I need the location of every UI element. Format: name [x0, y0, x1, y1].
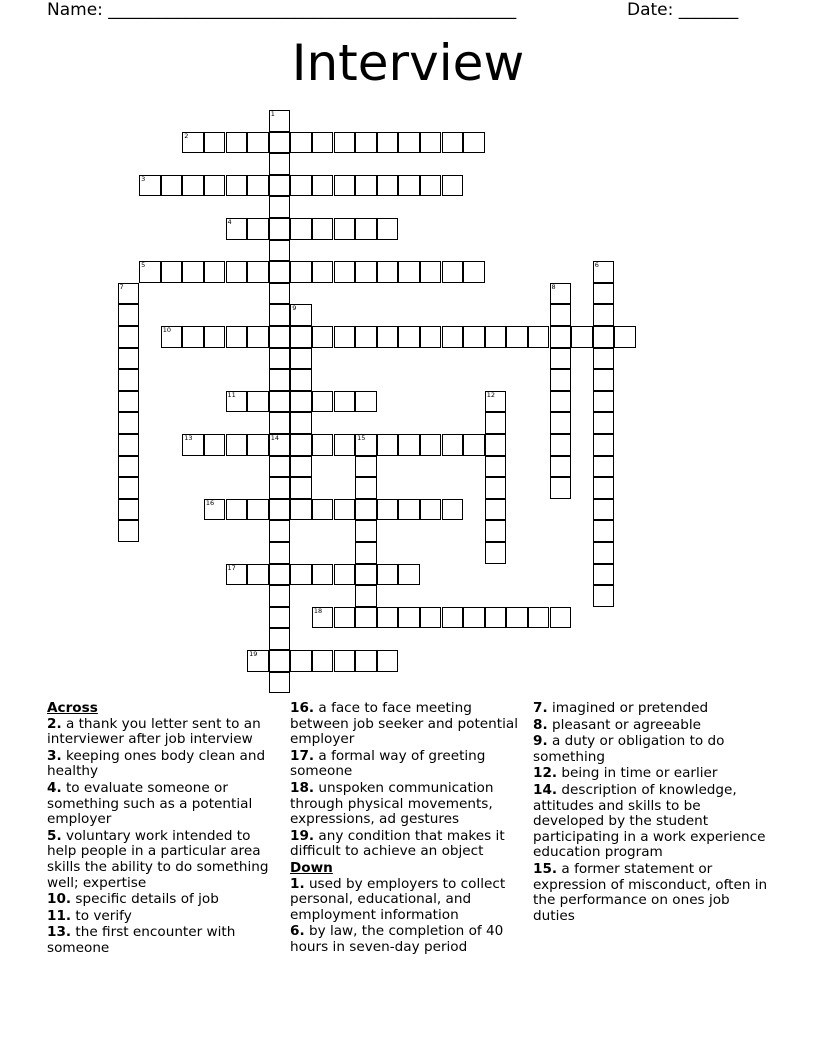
crossword-cell[interactable] — [398, 564, 420, 586]
crossword-cell[interactable] — [355, 542, 377, 564]
crossword-cell[interactable] — [204, 434, 226, 456]
clue-number: 19 — [249, 650, 258, 658]
crossword-cell[interactable] — [269, 564, 291, 586]
crossword-cell[interactable] — [593, 542, 615, 564]
clue-number: 5 — [141, 261, 146, 270]
crossword-cell[interactable] — [269, 240, 291, 262]
clue-text: a formal way of greeting someone — [290, 747, 486, 780]
clue-text: a face to face meeting between job seeker and potential employer — [290, 700, 518, 748]
clue-number: 1 — [270, 110, 275, 118]
across-heading: Across — [47, 700, 98, 716]
crossword-cell[interactable] — [355, 477, 377, 499]
clue-number: 13 — [184, 434, 193, 442]
crossword-cell[interactable] — [377, 434, 399, 456]
crossword-cell[interactable] — [118, 369, 140, 391]
across-clue — [47, 829, 273, 891]
clues-column-3 — [533, 701, 773, 925]
crossword-cell[interactable] — [593, 304, 615, 326]
crossword-cell[interactable] — [118, 283, 140, 305]
crossword-cell[interactable] — [334, 499, 356, 521]
crossword-cell[interactable] — [269, 218, 291, 240]
clue-number: 6 — [594, 261, 599, 270]
crossword-cell[interactable] — [312, 391, 334, 413]
clues-column-1 — [47, 701, 273, 958]
crossword-cell[interactable] — [269, 391, 291, 413]
crossword-cell[interactable] — [290, 132, 312, 154]
clue-num: 9. — [533, 733, 548, 750]
clue-num: 15. — [533, 860, 558, 877]
crossword-cell[interactable] — [355, 326, 377, 348]
crossword-cell[interactable] — [550, 304, 572, 326]
crossword-cell[interactable] — [420, 607, 442, 629]
crossword-cell[interactable] — [420, 261, 442, 283]
crossword-cell[interactable] — [550, 348, 572, 370]
crossword-cell[interactable] — [118, 304, 140, 326]
crossword-cell[interactable] — [269, 283, 291, 305]
crossword-cell[interactable] — [334, 132, 356, 154]
crossword-cell[interactable] — [118, 326, 140, 348]
crossword-cell[interactable] — [334, 218, 356, 240]
across-clue — [47, 749, 273, 780]
across-clue — [47, 909, 273, 925]
crossword-cell[interactable] — [355, 434, 377, 456]
crossword-cell[interactable] — [247, 261, 269, 283]
crossword-cell[interactable] — [593, 326, 615, 348]
crossword-cell[interactable] — [290, 564, 312, 586]
clue-num: 12. — [533, 765, 558, 782]
clue-text: keeping ones body clean and healthy — [47, 747, 266, 780]
crossword-cell[interactable] — [269, 175, 291, 197]
clue-number: 16 — [205, 498, 215, 507]
crossword-cell[interactable] — [377, 326, 399, 348]
crossword-cell[interactable] — [269, 110, 291, 132]
down-clue — [533, 718, 773, 734]
crossword-cell[interactable] — [593, 456, 615, 478]
clue-number: 4 — [227, 218, 232, 226]
clue-num: 16. — [290, 700, 315, 716]
clue-text: specific details of job — [71, 891, 219, 908]
crossword-cell[interactable] — [312, 607, 334, 629]
crossword-cell[interactable] — [485, 326, 507, 348]
down-clue — [290, 924, 522, 955]
crossword-cell[interactable] — [398, 175, 420, 197]
crossword-cell[interactable] — [118, 434, 140, 456]
crossword-cell[interactable] — [161, 261, 183, 283]
crossword-cell[interactable] — [312, 326, 334, 348]
crossword-cell[interactable] — [593, 434, 615, 456]
crossword-cell[interactable] — [398, 132, 420, 154]
clue-number: 3 — [141, 174, 146, 183]
crossword-cell[interactable] — [226, 434, 248, 456]
crossword-cell[interactable] — [247, 326, 269, 348]
crossword-cell[interactable] — [377, 261, 399, 283]
crossword-cell[interactable] — [269, 672, 291, 694]
crossword-cell[interactable] — [204, 499, 226, 521]
crossword-cell[interactable] — [226, 132, 248, 154]
crossword-cell[interactable] — [550, 477, 572, 499]
crossword-cell[interactable] — [334, 564, 356, 586]
crossword-cell[interactable] — [442, 132, 464, 154]
clue-text: the first encounter with someone — [47, 924, 236, 956]
crossword-cell[interactable] — [593, 283, 615, 305]
crossword-cell[interactable] — [118, 520, 140, 542]
crossword-cell[interactable] — [226, 564, 248, 586]
crossword-cell[interactable] — [528, 326, 550, 348]
crossword-cell[interactable] — [485, 477, 507, 499]
crossword-cell[interactable] — [506, 326, 528, 348]
crossword-cell[interactable] — [226, 261, 248, 283]
clue-number: 17 — [227, 563, 236, 572]
down-clue — [533, 734, 773, 765]
clue-number: 8 — [551, 282, 556, 291]
clue-num: 2. — [47, 715, 62, 732]
crossword-cell[interactable] — [442, 434, 464, 456]
crossword-cell[interactable] — [355, 585, 377, 607]
crossword-cell[interactable] — [463, 326, 485, 348]
crossword-cell[interactable] — [355, 391, 377, 413]
crossword-cell[interactable] — [420, 434, 442, 456]
crossword-cell[interactable] — [139, 175, 161, 197]
crossword-cell[interactable] — [290, 348, 312, 370]
crossword-cell[interactable] — [139, 261, 161, 283]
crossword-cell[interactable] — [334, 326, 356, 348]
crossword-cell[interactable] — [118, 456, 140, 478]
clue-number: 18 — [313, 606, 323, 615]
clue-num: 18. — [290, 779, 315, 796]
crossword-cell[interactable] — [398, 261, 420, 283]
crossword-cell[interactable] — [247, 391, 269, 413]
crossword-cell[interactable] — [182, 434, 204, 456]
clue-num: 11. — [47, 907, 72, 924]
crossword-cell[interactable] — [377, 499, 399, 521]
crossword-cell[interactable] — [420, 132, 442, 154]
across-clue — [290, 701, 522, 748]
crossword-cell[interactable] — [463, 132, 485, 154]
crossword-cell[interactable] — [355, 520, 377, 542]
date-field-label: Date: _______ — [627, 0, 739, 20]
crossword-cell[interactable] — [118, 477, 140, 499]
crossword-cell[interactable] — [204, 175, 226, 197]
clue-num: 1. — [290, 875, 305, 892]
crossword-cell[interactable] — [614, 326, 636, 348]
across-clue — [47, 892, 273, 908]
crossword-cell[interactable] — [355, 499, 377, 521]
clue-text: to verify — [71, 907, 132, 924]
crossword-cell[interactable] — [247, 564, 269, 586]
crossword-cell[interactable] — [593, 477, 615, 499]
crossword-cell[interactable] — [247, 499, 269, 521]
name-field-label: Name: ________________________________________________ — [47, 0, 517, 20]
crossword-cell[interactable] — [312, 650, 334, 672]
crossword-cell[interactable] — [269, 456, 291, 478]
clue-num: 17. — [290, 747, 315, 764]
crossword-cell[interactable] — [528, 607, 550, 629]
crossword-cell[interactable] — [290, 391, 312, 413]
crossword-cell[interactable] — [312, 132, 334, 154]
clue-number: 10 — [162, 326, 171, 334]
across-clue — [47, 925, 273, 956]
clue-num: 8. — [533, 716, 548, 733]
crossword-cell[interactable] — [550, 434, 572, 456]
crossword-cell[interactable] — [550, 391, 572, 413]
crossword-cell[interactable] — [485, 412, 507, 434]
crossword-cell[interactable] — [334, 607, 356, 629]
crossword-cell[interactable] — [593, 585, 615, 607]
crossword-cell[interactable] — [290, 175, 312, 197]
crossword-cell[interactable] — [550, 412, 572, 434]
clue-num: 5. — [47, 827, 62, 844]
crossword-cell[interactable] — [485, 607, 507, 629]
crossword-cell[interactable] — [355, 218, 377, 240]
clue-num: 6. — [290, 923, 305, 940]
clue-number: 12 — [486, 390, 495, 399]
crossword-cell[interactable] — [593, 261, 615, 283]
crossword-cell[interactable] — [571, 326, 593, 348]
crossword-cell[interactable] — [269, 326, 291, 348]
crossword-cell[interactable] — [593, 412, 615, 434]
clue-text: used by employers to collect personal, educational, and employment information — [290, 875, 506, 923]
clue-number: 9 — [292, 304, 297, 313]
crossword-cell[interactable] — [269, 132, 291, 154]
crossword-cell[interactable] — [485, 542, 507, 564]
crossword-cell[interactable] — [269, 196, 291, 218]
crossword-cell[interactable] — [355, 132, 377, 154]
crossword-cell[interactable] — [269, 153, 291, 175]
crossword-cell[interactable] — [118, 348, 140, 370]
crossword-cell[interactable] — [247, 434, 269, 456]
crossword-cell[interactable] — [420, 499, 442, 521]
clue-text: a duty or obligation to do something — [533, 733, 725, 765]
crossword-cell[interactable] — [398, 326, 420, 348]
crossword-cell[interactable] — [550, 326, 572, 348]
clue-number: 14 — [270, 434, 279, 442]
clue-num: 10. — [47, 891, 72, 908]
crossword-cell[interactable] — [290, 477, 312, 499]
clue-text: any condition that makes it difficult to achieve an object — [290, 827, 505, 860]
down-clue-list-1 — [290, 877, 522, 956]
crossword-cell[interactable] — [312, 564, 334, 586]
crossword-cell[interactable] — [398, 499, 420, 521]
crossword-cell[interactable] — [334, 175, 356, 197]
across-clue-list-2 — [290, 701, 522, 860]
clues-column-2 — [290, 701, 522, 957]
crossword-cell[interactable] — [377, 650, 399, 672]
clue-text: to evaluate someone or something such as a potential employer — [47, 779, 253, 828]
crossword-cell[interactable] — [463, 607, 485, 629]
crossword-cell[interactable] — [204, 132, 226, 154]
crossword-cell[interactable] — [247, 650, 269, 672]
across-clue — [47, 717, 273, 748]
crossword-cell[interactable] — [442, 326, 464, 348]
crossword-cell[interactable] — [442, 261, 464, 283]
clue-num: 13. — [47, 924, 72, 941]
crossword-cell[interactable] — [334, 434, 356, 456]
crossword-cell[interactable] — [463, 434, 485, 456]
crossword-cell[interactable] — [312, 434, 334, 456]
across-clue — [47, 781, 273, 828]
clue-num: 3. — [47, 747, 62, 764]
crossword-cell[interactable] — [312, 175, 334, 197]
crossword-cell[interactable] — [442, 499, 464, 521]
crossword-cell[interactable] — [269, 434, 291, 456]
crossword-cell[interactable] — [269, 261, 291, 283]
crossword-cell[interactable] — [377, 132, 399, 154]
crossword-cell[interactable] — [355, 650, 377, 672]
down-clue — [533, 862, 773, 924]
crossword-cell[interactable] — [161, 175, 183, 197]
crossword-cell[interactable] — [204, 326, 226, 348]
clue-number: 2 — [184, 131, 189, 140]
clue-num: 19. — [290, 827, 315, 844]
crossword-cell[interactable] — [398, 434, 420, 456]
crossword-cell[interactable] — [485, 499, 507, 521]
clue-number: 7 — [119, 282, 124, 291]
crossword-cell[interactable] — [593, 348, 615, 370]
crossword-cell[interactable] — [485, 391, 507, 413]
crossword-cell[interactable] — [334, 650, 356, 672]
crossword-cell[interactable] — [269, 650, 291, 672]
crossword-cell[interactable] — [226, 391, 248, 413]
crossword-cell[interactable] — [550, 456, 572, 478]
clue-num: 7. — [533, 700, 548, 716]
across-clue — [290, 749, 522, 780]
down-clue — [533, 783, 773, 861]
crossword-cell[interactable] — [226, 218, 248, 240]
crossword-cell[interactable] — [290, 434, 312, 456]
crossword-cell[interactable] — [463, 261, 485, 283]
crossword-cell[interactable] — [442, 175, 464, 197]
clue-text: being in time or earlier — [557, 765, 718, 782]
crossword-cell[interactable] — [290, 326, 312, 348]
clue-num: 4. — [47, 779, 62, 796]
crossword-cell[interactable] — [182, 261, 204, 283]
crossword-cell[interactable] — [269, 369, 291, 391]
crossword-cell[interactable] — [355, 175, 377, 197]
crossword-cell[interactable] — [593, 391, 615, 413]
crossword-cell[interactable] — [550, 607, 572, 629]
crossword-cell[interactable] — [226, 326, 248, 348]
crossword-cell[interactable] — [247, 132, 269, 154]
crossword-cell[interactable] — [247, 175, 269, 197]
clue-text: imagined or pretended — [547, 700, 709, 716]
crossword-cell[interactable] — [377, 607, 399, 629]
crossword-cell[interactable] — [290, 456, 312, 478]
crossword-cell[interactable] — [290, 499, 312, 521]
crossword-cell[interactable] — [550, 369, 572, 391]
crossword-cell[interactable] — [334, 261, 356, 283]
down-clue — [533, 701, 773, 717]
crossword-cell[interactable] — [269, 542, 291, 564]
crossword-cell[interactable] — [226, 175, 248, 197]
crossword-cell[interactable] — [290, 369, 312, 391]
crossword-cell[interactable] — [355, 261, 377, 283]
clue-number: 15 — [357, 434, 366, 442]
crossword-cell[interactable] — [485, 434, 507, 456]
crossword-cell[interactable] — [269, 304, 291, 326]
crossword-cell[interactable] — [182, 326, 204, 348]
crossword-cell[interactable] — [377, 175, 399, 197]
clue-number: 11 — [227, 390, 236, 399]
crossword-cell[interactable] — [355, 564, 377, 586]
crossword-cell[interactable] — [290, 304, 312, 326]
crossword-cell[interactable] — [593, 499, 615, 521]
crossword-cell[interactable] — [593, 520, 615, 542]
crossword-cell[interactable] — [118, 391, 140, 413]
clue-text: pleasant or agreeable — [547, 716, 702, 733]
crossword-cell[interactable] — [420, 175, 442, 197]
crossword-cell[interactable] — [377, 218, 399, 240]
across-clue-list-1 — [47, 717, 273, 957]
crossword-cell[interactable] — [247, 218, 269, 240]
crossword-cell[interactable] — [355, 456, 377, 478]
crossword-cell[interactable] — [312, 261, 334, 283]
crossword-cell[interactable] — [182, 175, 204, 197]
crossword-cell[interactable] — [593, 369, 615, 391]
crossword-cell[interactable] — [269, 607, 291, 629]
crossword-cell[interactable] — [290, 650, 312, 672]
crossword-cell[interactable] — [355, 607, 377, 629]
crossword-cell[interactable] — [550, 283, 572, 305]
crossword-cell[interactable] — [398, 607, 420, 629]
crossword-cell[interactable] — [182, 132, 204, 154]
crossword-cell[interactable] — [269, 499, 291, 521]
crossword-cell[interactable] — [334, 391, 356, 413]
crossword-cell[interactable] — [593, 564, 615, 586]
crossword-cell[interactable] — [118, 499, 140, 521]
crossword-cell[interactable] — [269, 628, 291, 650]
clue-text: a former statement or expression of misconduct, often in the performance on ones job duties — [533, 860, 768, 924]
crossword-cell[interactable] — [506, 607, 528, 629]
crossword-cell[interactable] — [118, 412, 140, 434]
crossword-cell[interactable] — [312, 499, 334, 521]
crossword-cell[interactable] — [290, 412, 312, 434]
clue-text: description of knowledge, attitudes and skills to be developed by the student participating in a work experience education program — [533, 781, 766, 861]
crossword-cell[interactable] — [269, 585, 291, 607]
clue-text: voluntary work intended to help people in a particular area skills the ability to do something well; expertise — [47, 827, 269, 891]
crossword-cell[interactable] — [269, 477, 291, 499]
crossword-cell[interactable] — [204, 261, 226, 283]
crossword-cell[interactable] — [226, 499, 248, 521]
crossword-cell[interactable] — [485, 520, 507, 542]
crossword-cell[interactable] — [290, 261, 312, 283]
page-title: Interview — [291, 34, 525, 92]
crossword-cell[interactable] — [161, 326, 183, 348]
down-clue — [533, 766, 773, 782]
crossword-cell[interactable] — [485, 456, 507, 478]
crossword-cell[interactable] — [269, 412, 291, 434]
crossword-cell[interactable] — [269, 520, 291, 542]
across-clue — [290, 829, 522, 860]
down-heading: Down — [290, 859, 333, 876]
clue-text: by law, the completion of 40 hours in seven-day period — [290, 923, 504, 955]
clue-text: unspoken communication through physical movements, expressions, ad gestures — [290, 779, 494, 828]
clue-num: 14. — [533, 781, 558, 798]
crossword-cell[interactable] — [442, 607, 464, 629]
clue-text: a thank you letter sent to an interviewer after job interview — [47, 715, 261, 748]
across-clue — [290, 781, 522, 828]
crossword-cell[interactable] — [269, 348, 291, 370]
crossword-cell[interactable] — [377, 564, 399, 586]
crossword-cell[interactable] — [312, 218, 334, 240]
crossword-cell[interactable] — [420, 326, 442, 348]
crossword-cell[interactable] — [290, 218, 312, 240]
down-clue — [290, 877, 522, 924]
down-clue-list-2 — [533, 701, 773, 924]
